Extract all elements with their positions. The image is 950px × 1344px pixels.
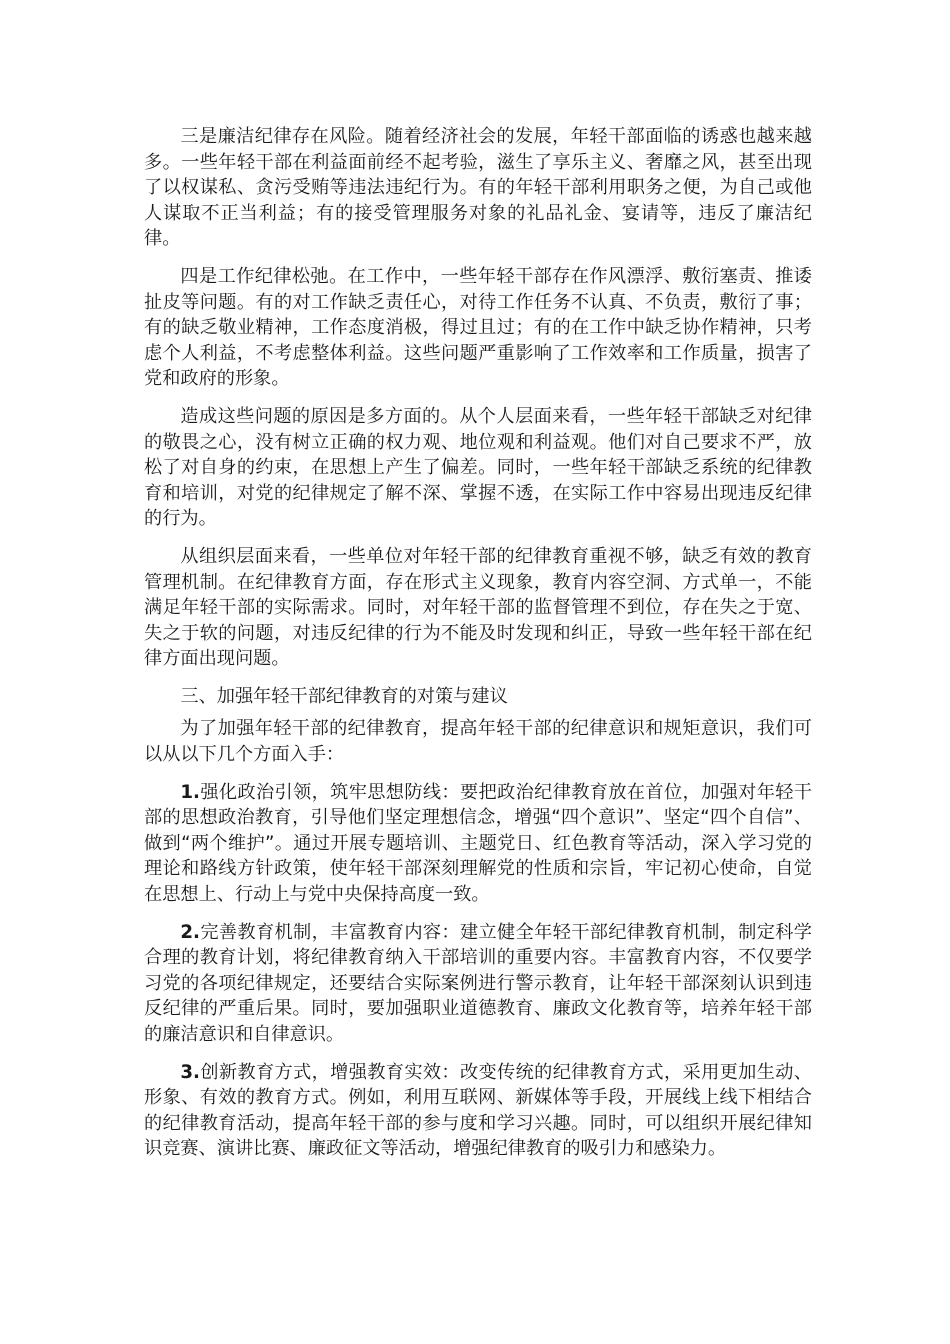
section-heading: 三、加强年轻干部纪律教育的对策与建议 (180, 685, 508, 707)
paragraph-organizational-causes: 从组织层面来看，一些单位对年轻干部的纪律教育重视不够，缺乏有效的教育管理机制。在纪律教育方面，存在形式主义现象，教育内容空洞、方式单一，不能满足年轻干部的实际需求。同时，对年轻干部的监督管理不到位，存在失之于宽、失之于软的问题，对违反纪律的行为不能及时发现和纠正，导致一些年轻干部在纪律方面出现问题。 (144, 545, 812, 670)
measure-number: 3. (180, 1061, 200, 1083)
intro-paragraph: 为了加强年轻干部的纪律教育，提高年轻干部的纪律意识和规矩意识，我们可以从以下几个方面入手： (144, 718, 812, 766)
measure-item-1 (144, 780, 812, 908)
paragraph-integrity-discipline: 三是廉洁纪律存在风险。随着经济社会的发展，年轻干部面临的诱惑也越来越多。一些年轻干部在利益面前经不起考验，滋生了享乐主义、奢靡之风，甚至出现了以权谋私、贪污受贿等违法违纪行为。有的年轻干部利用职务之便，为自己或他人谋取不正当利益；有的接受管理服务对象的礼品礼金、宴请等，违反了廉洁纪律。 (144, 126, 812, 250)
paragraph-work-discipline: 四是工作纪律松弛。在工作中，一些年轻干部存在作风漂浮、敷衍塞责、推诿扯皮等问题。有的对工作缺乏责任心，对待工作任务不认真、不负责，敷衍了事；有的缺乏敬业精神，工作态度消极，得过且过；有的在工作中缺乏协作精神，只考虑个人利益，不考虑整体利益。这些问题严重影响了工作效率和工作质量，损害了党和政府的形象。 (144, 265, 812, 390)
measure-number: 1. (180, 781, 200, 803)
measure-text: 强化政治引领，筑牢思想防线：要把政治纪律教育放在首位，加强对年轻干部的思想政治教育，引导他们坚定理想信念，增强“四个意识”、坚定“四个自信”、做到“两个维护”。通过开展专题培训、主题党日、红色教育等活动，深入学习党的理论和路线方针政策，使年轻干部深刻理解党的性质和宗旨，牢记初心使命，自觉在思想上、行动上与党中央保持高度一致。 (144, 781, 812, 906)
measure-item-3 (144, 1060, 812, 1162)
measure-text: 完善教育机制，丰富教育内容：建立健全年轻干部纪律教育机制，制定科学合理的教育计划，将纪律教育纳入干部培训的重要内容。丰富教育内容，不仅要学习党的各项纪律规定，还要结合实际案例进行警示教育，让年轻干部深刻认识到违反纪律的严重后果。同时，要加强职业道德教育、廉政文化教育等，培养年轻干部的廉洁意识和自律意识。 (144, 921, 812, 1045)
measure-number: 2. (180, 921, 200, 943)
document-page (144, 124, 812, 1174)
measure-item-2 (144, 920, 812, 1048)
measure-text: 创新教育方式，增强教育实效：改变传统的纪律教育方式，采用更加生动、形象、有效的教育方式。例如，利用互联网、新媒体等手段，开展线上线下相结合的纪律教育活动，提高年轻干部的参与度和学习兴趣。同时，可以组织开展纪律知识竞赛、演讲比赛、廉政征文等活动，增强纪律教育的吸引力和感染力。 (144, 1061, 812, 1160)
paragraph-personal-causes: 造成这些问题的原因是多方面的。从个人层面来看，一些年轻干部缺乏对纪律的敬畏之心，没有树立正确的权力观、地位观和利益观。他们对自己要求不严，放松了对自身的约束，在思想上产生了偏差。同时，一些年轻干部缺乏系统的纪律教育和培训，对党的纪律规定了解不深、掌握不透，在实际工作中容易出现违反纪律的行为。 (144, 405, 812, 530)
